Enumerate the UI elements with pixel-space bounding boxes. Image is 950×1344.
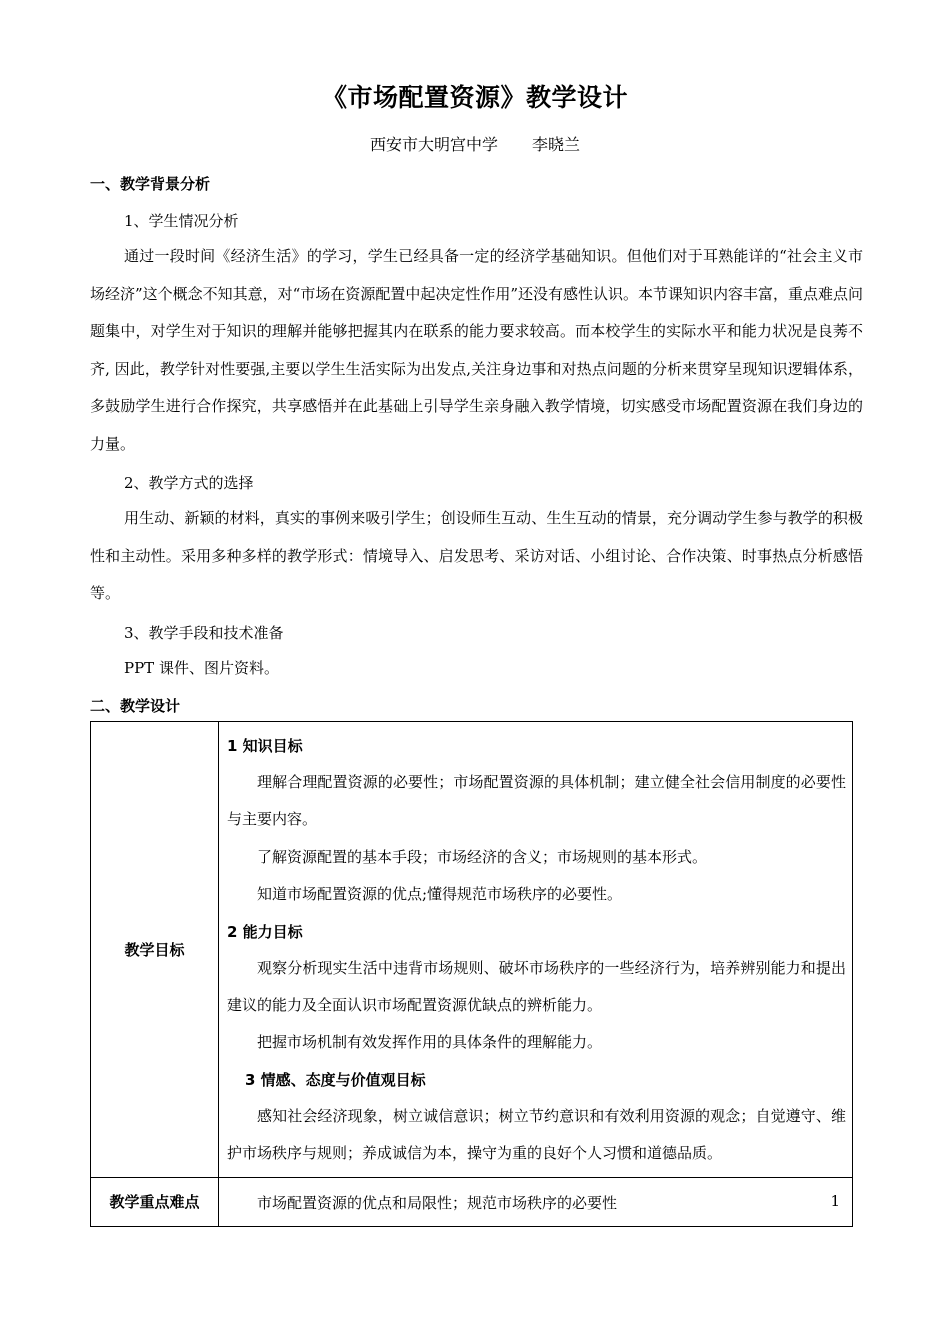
author-school: 西安市大明宫中学 bbox=[369, 135, 498, 154]
goal-ability-item: 把握市场机制有效发挥作用的具体条件的理解能力。 bbox=[257, 1033, 603, 1052]
page-number: 1 bbox=[830, 1192, 840, 1211]
table-row-key-points bbox=[91, 1177, 853, 1226]
key-points-text: 市场配置资源的优点和局限性；规范市场秩序的必要性 bbox=[257, 1194, 618, 1213]
goal-ability-item: 观察分析现实生活中违背市场规则、破坏市场秩序的一些经济行为，培养辨别能力和提出建议的能力及全面认识市场配置资源优缺点的辨析能力。 bbox=[227, 958, 846, 1015]
objectives-content bbox=[219, 722, 853, 1178]
section-heading-design: 二、教学设计 bbox=[90, 697, 181, 715]
goal-values-heading: 3 情感、态度与价值观目标 bbox=[245, 1070, 426, 1089]
author-line bbox=[0, 132, 950, 155]
paragraph-teaching-tools: PPT 课件、图片资料。 bbox=[124, 659, 279, 677]
label-objectives: 教学目标 bbox=[91, 722, 219, 1178]
goal-ability-heading: 2 能力目标 bbox=[227, 922, 303, 941]
document-title: 《市场配置资源》教学设计 bbox=[321, 83, 628, 112]
subheading-student-analysis: 1、学生情况分析 bbox=[124, 212, 239, 230]
label-key-points: 教学重点难点 bbox=[91, 1177, 219, 1226]
goal-values-item: 感知社会经济现象，树立诚信意识；树立节约意识和有效利用资源的观念；自觉遵守、维护市场秩序与规则；养成诚信为本，操守为重的良好个人习惯和道德品质。 bbox=[227, 1106, 846, 1163]
section-heading-background: 一、教学背景分析 bbox=[90, 175, 211, 193]
subheading-teaching-method: 2、教学方式的选择 bbox=[124, 474, 254, 492]
subheading-teaching-tools: 3、教学手段和技术准备 bbox=[124, 624, 284, 642]
paragraph-teaching-method: 用生动、新颖的材料，真实的事例来吸引学生；创设师生互动、生生互动的情景，充分调动学生参与教学的积极性和主动性。采用多种多样的教学形式：情境导入、启发思考、采访对话、小组讨论、合作决策、时事热点分析感悟等。 bbox=[90, 509, 863, 603]
goal-knowledge-heading: 1 知识目标 bbox=[227, 737, 303, 755]
key-points-content bbox=[219, 1177, 853, 1226]
teaching-design-table bbox=[90, 721, 853, 1227]
table-row-objectives bbox=[91, 722, 853, 1178]
goal-knowledge-item: 知道市场配置资源的优点;懂得规范市场秩序的必要性。 bbox=[257, 885, 623, 904]
goal-knowledge-item: 理解合理配置资源的必要性；市场配置资源的具体机制；建立健全社会信用制度的必要性与主要内容。 bbox=[227, 773, 846, 829]
paragraph-student-analysis: 通过一段时间《经济生活》的学习，学生已经具备一定的经济学基础知识。但他们对于耳熟能详的“社会主义市场经济”这个概念不知其意，对“市场在资源配置中起决定性作用”还没有感性认识。本节课知识内容丰富，重点难点问题集中，对学生对于知识的理解并能够把握其内在联系的能力要求较高。而本校学生的实际水平和能力状况是良莠不齐, 因此，教学针对性要强,主要以学生生活实际为出发点,关注身边事和对热点问题的分析来贯穿呈现知识逻辑体系，多鼓励学生进行合作探究，共享感悟并在此基础上引导学生亲身融入教学情境，切实感受市场配置资源在我们身边的力量。 bbox=[90, 247, 864, 453]
author-name: 李晓兰 bbox=[532, 135, 581, 154]
goal-knowledge-item: 了解资源配置的基本手段；市场经济的含义；市场规则的基本形式。 bbox=[257, 847, 708, 866]
